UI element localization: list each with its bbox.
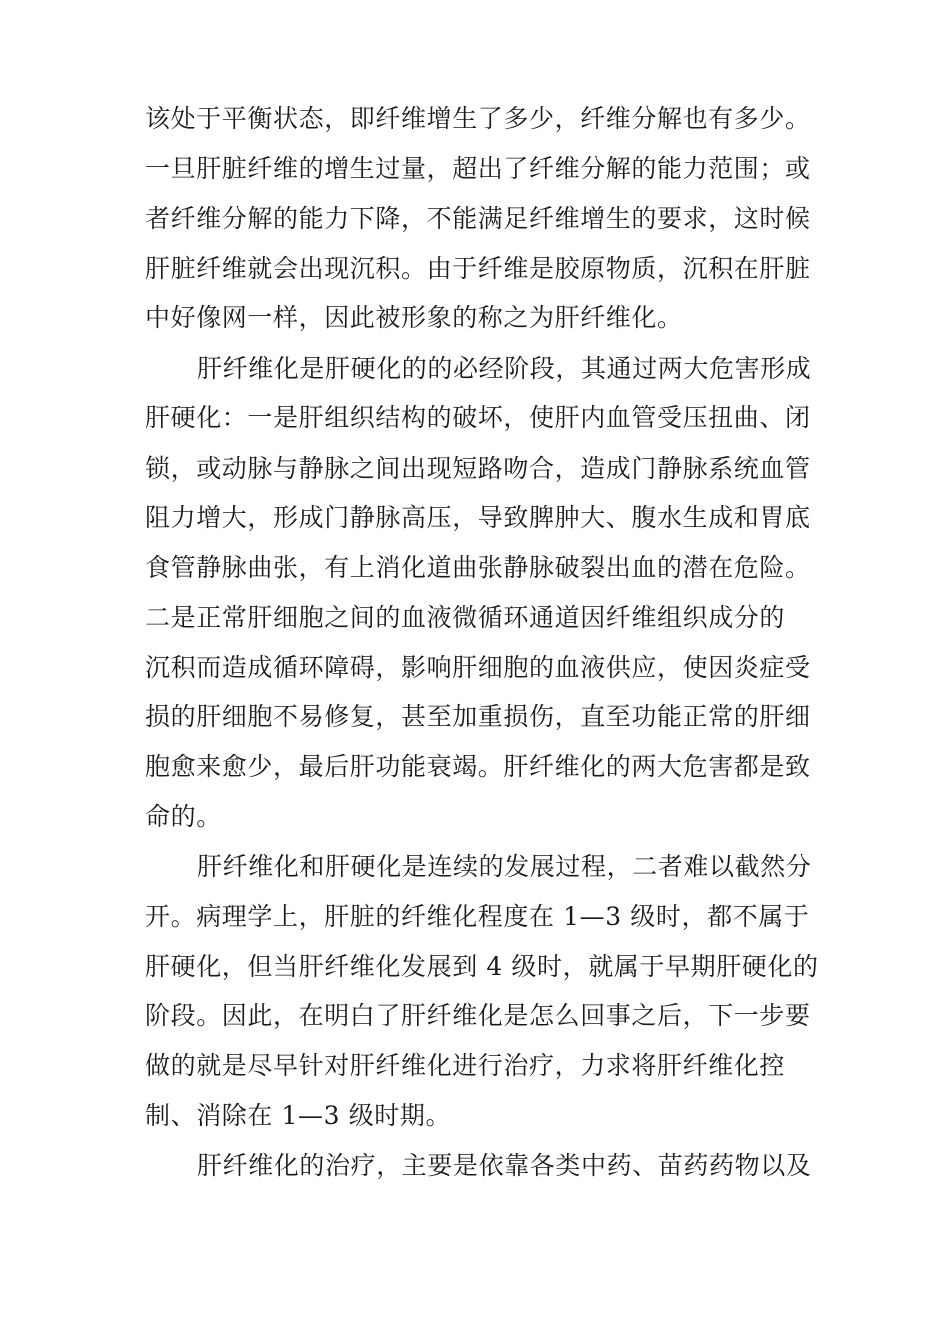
text-line: 做的就是尽早针对肝纤维化进行治疗，力求将肝纤维化控 [145,1051,786,1080]
text-line: 损的肝细胞不易修复，甚至加重损伤，直至功能正常的肝细 [145,702,811,731]
text-line: 命的。 [145,802,222,831]
text-line: 阻力增大，形成门静脉高压，导致脾肿大、腹水生成和胃底 [145,503,811,532]
text-line: 阶段。因此，在明白了肝纤维化是怎么回事之后，下一步要 [145,1001,811,1030]
text-line: 肝硬化：一是肝组织结构的破坏，使肝内血管受压扭曲、闭 [145,403,811,432]
text-line: 肝硬化，但当肝纤维化发展到 4 级时，就属于早期肝硬化的 [145,952,819,981]
paragraph-first-line: 肝纤维化和肝硬化是连续的发展过程，二者难以截然分 [197,852,812,881]
text-line: 中好像网一样，因此被形象的称之为肝纤维化。 [145,303,683,332]
text-line: 沉积而造成循环障碍，影响肝细胞的血液供应，使因炎症受 [145,653,811,682]
text-line: 开。病理学上，肝脏的纤维化程度在 1—3 级时，都不属于 [145,902,810,931]
text-line: 该处于平衡状态，即纤维增生了多少，纤维分解也有多少。 [145,104,811,133]
text-line: 胞愈来愈少，最后肝功能衰竭。肝纤维化的两大危害都是致 [145,752,811,781]
text-line: 肝脏纤维就会出现沉积。由于纤维是胶原物质，沉积在肝脏 [145,254,811,283]
text-line: 制、消除在 1—3 级时期。 [145,1101,452,1130]
text-line: 二是正常肝细胞之间的血液微循环通道因纤维组织成分的 [145,603,786,632]
paragraph-first-line: 肝纤维化是肝硬化的的必经阶段，其通过两大危害形成 [197,354,812,383]
text-line: 食管静脉曲张，有上消化道曲张静脉破裂出血的潜在危险。 [145,553,811,582]
text-line: 者纤维分解的能力下降，不能满足纤维增生的要求，这时候 [145,204,811,233]
paragraph-first-line: 肝纤维化的治疗，主要是依靠各类中药、苗药药物以及 [197,1151,812,1180]
text-line: 一旦肝脏纤维的增生过量，超出了纤维分解的能力范围；或 [145,154,811,183]
text-line: 锁，或动脉与静脉之间出现短路吻合，造成门静脉系统血管 [145,454,811,483]
